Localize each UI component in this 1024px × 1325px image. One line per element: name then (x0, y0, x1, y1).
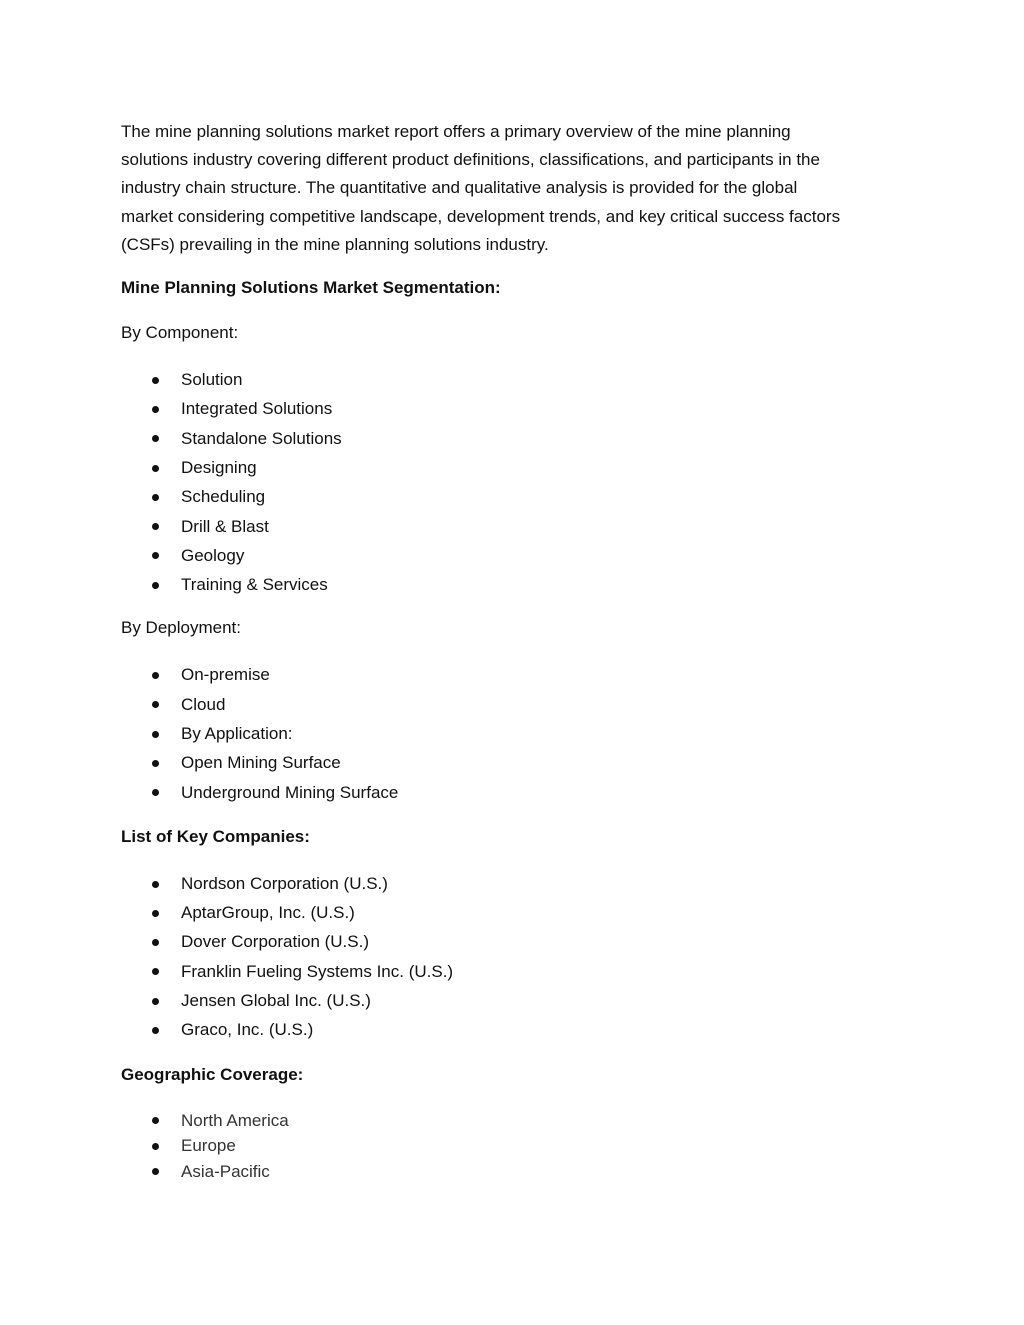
bullet-icon (152, 672, 159, 679)
list-item-text: Open Mining Surface (181, 753, 341, 773)
list-item-text: Franklin Fueling Systems Inc. (U.S.) (181, 961, 454, 981)
list-item (121, 898, 911, 927)
list-item (121, 394, 911, 423)
list-item (121, 1133, 911, 1159)
list-item (121, 690, 911, 719)
bullet-icon (152, 523, 159, 530)
geographic-coverage-heading: Geographic Coverage: (121, 1064, 304, 1084)
deployment-list (121, 660, 911, 806)
list-item-text: Standalone Solutions (181, 428, 342, 448)
bullet-icon (152, 1027, 159, 1034)
companies-list (121, 869, 911, 1045)
list-item-text: Underground Mining Surface (181, 782, 399, 802)
list-item (121, 748, 911, 777)
list-item-text: Designing (181, 457, 257, 477)
segmentation-heading: Mine Planning Solutions Market Segmentation: (121, 278, 501, 298)
bullet-icon (152, 435, 159, 442)
bullet-icon (152, 998, 159, 1005)
list-item-text: Drill & Blast (181, 516, 269, 536)
list-item-text: Cloud (181, 694, 226, 714)
intro-line: (CSFs) prevailing in the mine planning solutions industry. (121, 234, 549, 254)
list-item-text: North America (181, 1110, 289, 1130)
list-item-text: Geology (181, 545, 245, 565)
list-item-text: Scheduling (181, 487, 266, 507)
list-item-text: Training & Services (181, 575, 328, 595)
list-item (121, 986, 911, 1015)
bullet-icon (152, 789, 159, 796)
list-item (121, 541, 911, 570)
list-item (121, 570, 911, 599)
bullet-icon (152, 1117, 159, 1124)
list-item (121, 869, 911, 898)
list-item (121, 1159, 911, 1185)
list-item (121, 1015, 911, 1044)
list-item (121, 1108, 911, 1134)
intro-paragraph (121, 118, 911, 259)
list-item (121, 719, 911, 748)
intro-line: solutions industry covering different product definitions, classifications, and participants in the (121, 150, 820, 170)
geography-list (121, 1108, 911, 1185)
list-item-text: Asia-Pacific (181, 1161, 270, 1181)
intro-line: market considering competitive landscape, development trends, and key critical success factors (121, 206, 841, 226)
bullet-icon (152, 910, 159, 917)
list-item (121, 512, 911, 541)
list-item-text: On-premise (181, 665, 270, 685)
bullet-icon (152, 377, 159, 384)
list-item (121, 365, 911, 394)
intro-line: industry chain structure. The quantitative and qualitative analysis is provided for the global (121, 178, 798, 198)
list-item-text: Jensen Global Inc. (U.S.) (181, 991, 371, 1011)
bullet-icon (152, 939, 159, 946)
bullet-icon (152, 731, 159, 738)
bullet-icon (152, 582, 159, 589)
list-item-text: Integrated Solutions (181, 399, 333, 419)
list-item (121, 482, 911, 511)
list-item (121, 927, 911, 956)
intro-line: The mine planning solutions market report offers a primary overview of the mine planning (121, 122, 791, 141)
bullet-icon (152, 465, 159, 472)
bullet-icon (152, 881, 159, 888)
bullet-icon (152, 968, 159, 975)
bullet-icon (152, 1143, 159, 1150)
bullet-icon (152, 760, 159, 767)
list-item-text: Europe (181, 1136, 236, 1156)
list-item (121, 957, 911, 986)
list-item (121, 453, 911, 482)
list-item-text: Dover Corporation (U.S.) (181, 932, 370, 952)
list-item-text: Graco, Inc. (U.S.) (181, 1020, 314, 1040)
bullet-icon (152, 701, 159, 708)
bullet-icon (152, 406, 159, 413)
list-item-text: Solution (181, 370, 243, 390)
bullet-icon (152, 552, 159, 559)
key-companies-heading: List of Key Companies: (121, 826, 310, 846)
bullet-icon (152, 494, 159, 501)
list-item-text: Nordson Corporation (U.S.) (181, 873, 388, 893)
component-list (121, 365, 911, 599)
list-item (121, 778, 911, 807)
list-item-text: AptarGroup, Inc. (U.S.) (181, 903, 355, 923)
document-page (121, 118, 911, 1184)
by-component-label: By Component: (121, 323, 239, 343)
list-item (121, 660, 911, 689)
bullet-icon (152, 1168, 159, 1175)
by-deployment-label: By Deployment: (121, 618, 241, 638)
list-item (121, 424, 911, 453)
list-item-text: By Application: (181, 723, 293, 743)
